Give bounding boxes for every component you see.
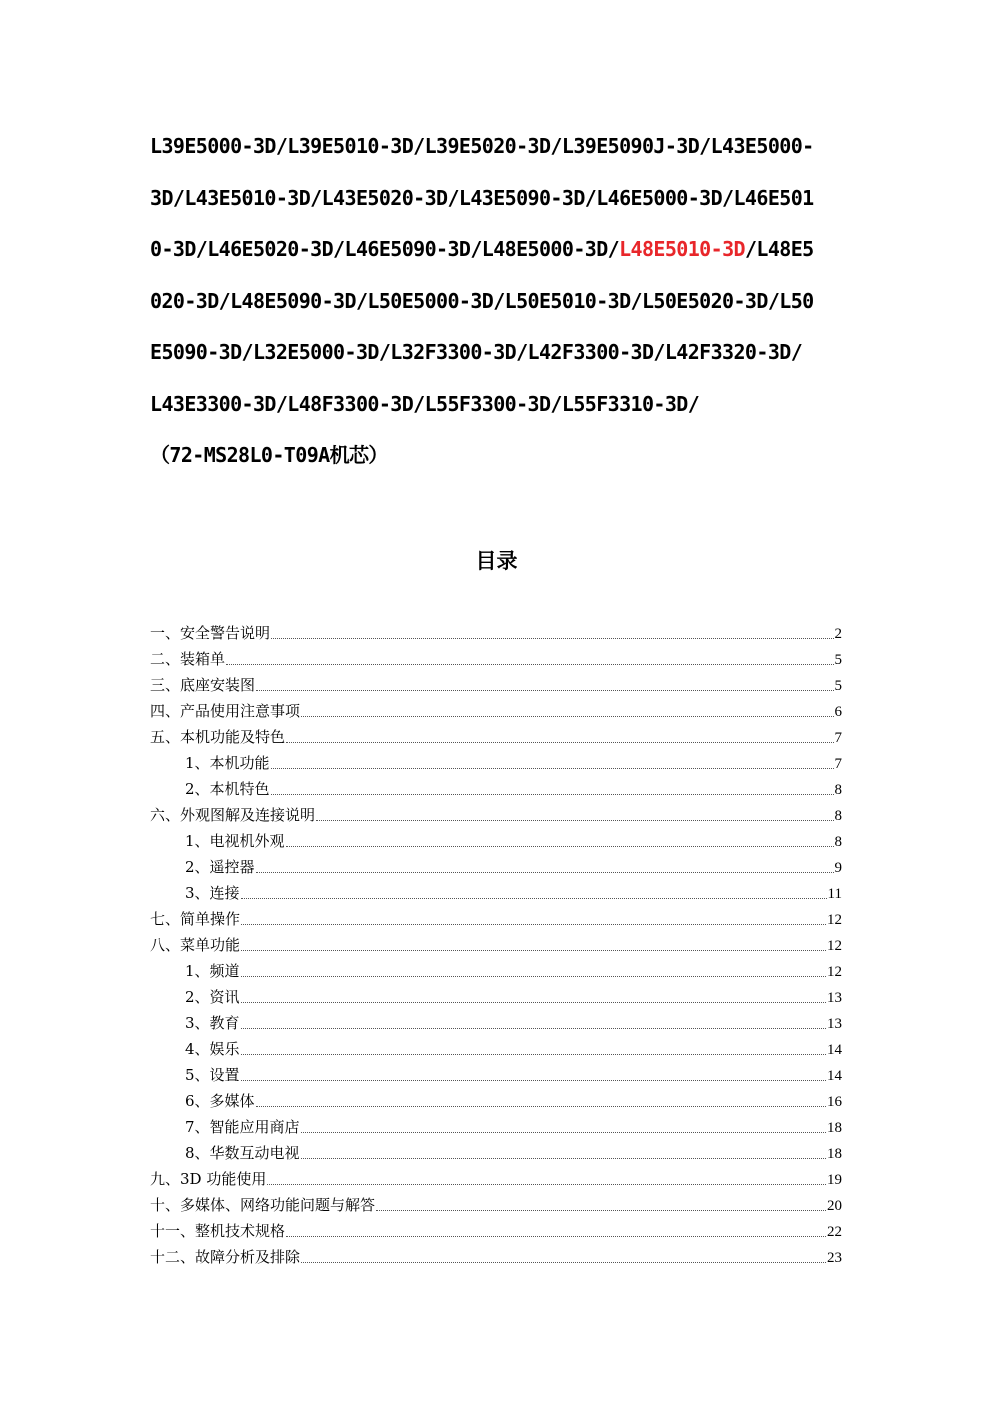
toc-leader-dots <box>286 846 834 847</box>
toc-entry-label: 二、装箱单 <box>150 650 226 668</box>
toc-entry-label: 5、设置 <box>185 1066 240 1084</box>
toc-entry[interactable] <box>150 877 842 903</box>
toc-entry[interactable] <box>150 773 842 799</box>
toc-leader-dots <box>256 872 834 873</box>
toc-entry-label: 2、资讯 <box>185 988 240 1006</box>
toc-leader-dots <box>226 664 833 665</box>
toc-entry-label: 一、安全警告说明 <box>150 624 271 642</box>
toc-leader-dots <box>301 1262 826 1263</box>
toc-entry-page: 16 <box>827 1094 842 1110</box>
toc-entry[interactable] <box>150 851 842 877</box>
toc-entry[interactable] <box>150 1007 842 1033</box>
toc-entry-page: 19 <box>827 1172 842 1188</box>
toc-leader-dots <box>256 1106 826 1107</box>
toc-entry-label: 十、多媒体、网络功能问题与解答 <box>150 1196 376 1214</box>
toc-leader-dots <box>301 1132 826 1133</box>
toc-entry-page: 12 <box>827 912 842 928</box>
toc-entry-page: 12 <box>827 938 842 954</box>
toc-entry-label: 六、外观图解及连接说明 <box>150 806 316 824</box>
toc-leader-dots <box>241 1054 826 1055</box>
toc-entry-page: 18 <box>827 1120 842 1136</box>
toc-entry[interactable] <box>150 669 842 695</box>
toc-entry-label: 七、简单操作 <box>150 910 241 928</box>
toc-entry-label: 1、本机功能 <box>185 754 270 772</box>
toc-leader-dots <box>267 1184 826 1185</box>
toc-leader-dots <box>271 794 834 795</box>
toc-entry-page: 22 <box>827 1224 842 1240</box>
toc-entry-page: 23 <box>827 1250 842 1266</box>
toc-leader-dots <box>241 976 826 977</box>
toc-entry-page: 7 <box>834 730 842 746</box>
toc-leader-dots <box>286 742 833 743</box>
toc-entry[interactable] <box>150 981 842 1007</box>
toc-entry[interactable] <box>150 1241 842 1267</box>
toc-leader-dots <box>316 820 833 821</box>
toc-entry-label: 7、智能应用商店 <box>185 1118 300 1136</box>
toc-leader-dots <box>241 950 826 951</box>
toc-entry-label: 1、电视机外观 <box>185 832 285 850</box>
toc-entry-label: 3、连接 <box>185 884 240 902</box>
model-line: 3D/L43E5010-3D/L43E5020-3D/L43E5090-3D/L46E5000-3D/L46E501 <box>150 185 814 210</box>
toc-entry-page: 8 <box>834 808 842 824</box>
toc-entry[interactable] <box>150 799 842 825</box>
model-line <box>150 229 850 281</box>
toc-leader-dots <box>241 1002 826 1003</box>
toc-entry[interactable] <box>150 929 842 955</box>
toc-entry-label: 6、多媒体 <box>185 1092 255 1110</box>
toc-entry-label: 2、遥控器 <box>185 858 255 876</box>
chassis-line: （72-MS28L0-T09A机芯） <box>150 443 388 467</box>
toc-entry[interactable] <box>150 643 842 669</box>
toc-entry-label: 十一、整机技术规格 <box>150 1222 286 1240</box>
toc-entry-page: 12 <box>827 964 842 980</box>
toc-entry-page: 6 <box>834 704 842 720</box>
toc-entry-label: 十二、故障分析及排除 <box>150 1248 301 1266</box>
model-line: L43E3300-3D/L48F3300-3D/L55F3300-3D/L55F3310-3D/ <box>150 391 700 416</box>
toc-leader-dots <box>286 1236 826 1237</box>
toc-entry-page: 14 <box>827 1042 842 1058</box>
toc-entry[interactable] <box>150 1033 842 1059</box>
toc-entry-label: 4、娱乐 <box>185 1040 240 1058</box>
highlighted-model: L48E5010-3D <box>619 237 745 261</box>
toc-entry-page: 8 <box>834 834 842 850</box>
toc-entry-page: 13 <box>827 990 842 1006</box>
toc-entry-label: 3、教育 <box>185 1014 240 1032</box>
toc-entry[interactable] <box>150 1137 842 1163</box>
toc-entry[interactable] <box>150 825 842 851</box>
toc-entry-label: 1、频道 <box>185 962 240 980</box>
toc-entry[interactable] <box>150 1085 842 1111</box>
toc-leader-dots <box>301 1158 826 1159</box>
toc-title: 目录 <box>475 549 518 573</box>
toc-entry-label: 8、华数互动电视 <box>185 1144 300 1162</box>
table-of-contents <box>150 617 842 1267</box>
toc-entry[interactable] <box>150 1215 842 1241</box>
model-list <box>150 126 850 487</box>
model-line: 020-3D/L48E5090-3D/L50E5000-3D/L50E5010-3D/L50E5020-3D/L50 <box>150 288 814 313</box>
toc-entry[interactable] <box>150 721 842 747</box>
toc-entry-page: 14 <box>827 1068 842 1084</box>
toc-entry-page: 11 <box>827 886 842 902</box>
toc-entry-page: 20 <box>827 1198 842 1214</box>
toc-entry[interactable] <box>150 695 842 721</box>
toc-entry-page: 13 <box>827 1016 842 1032</box>
model-line: L39E5000-3D/L39E5010-3D/L39E5020-3D/L39E5090J-3D/L43E5000- <box>150 134 814 158</box>
toc-entry[interactable] <box>150 617 842 643</box>
toc-leader-dots <box>271 638 833 639</box>
toc-entry-label: 九、3D 功能使用 <box>150 1170 267 1188</box>
toc-entry-page: 18 <box>827 1146 842 1162</box>
toc-entry-page: 5 <box>834 678 842 694</box>
toc-entry-page: 7 <box>834 756 842 772</box>
toc-entry-label: 八、菜单功能 <box>150 936 241 954</box>
toc-leader-dots <box>301 716 833 717</box>
toc-entry-label: 2、本机特色 <box>185 780 270 798</box>
toc-entry[interactable] <box>150 1111 842 1137</box>
toc-entry[interactable] <box>150 1059 842 1085</box>
toc-entry-page: 2 <box>834 626 842 642</box>
toc-entry[interactable] <box>150 955 842 981</box>
toc-entry-label: 三、底座安装图 <box>150 676 256 694</box>
toc-entry-page: 8 <box>834 782 842 798</box>
toc-entry-label: 四、产品使用注意事项 <box>150 702 301 720</box>
toc-leader-dots <box>376 1210 826 1211</box>
toc-entry-page: 5 <box>834 652 842 668</box>
toc-entry[interactable] <box>150 747 842 773</box>
model-line: E5090-3D/L32E5000-3D/L32F3300-3D/L42F3300-3D/L42F3320-3D/ <box>150 340 803 364</box>
toc-leader-dots <box>241 1028 826 1029</box>
toc-entry[interactable] <box>150 903 842 929</box>
toc-leader-dots <box>271 768 834 769</box>
toc-entry-label: 五、本机功能及特色 <box>150 728 286 746</box>
model-text: 0-3D/L46E5020-3D/L46E5090-3D/L48E5000-3D/ <box>150 237 620 261</box>
toc-entry[interactable] <box>150 1189 842 1215</box>
toc-entry[interactable] <box>150 1163 842 1189</box>
toc-entry-page: 9 <box>834 860 842 876</box>
toc-leader-dots <box>241 924 826 925</box>
toc-leader-dots <box>256 690 833 691</box>
model-text: /L48E5 <box>744 237 814 261</box>
toc-leader-dots <box>241 898 827 899</box>
toc-leader-dots <box>241 1080 826 1081</box>
